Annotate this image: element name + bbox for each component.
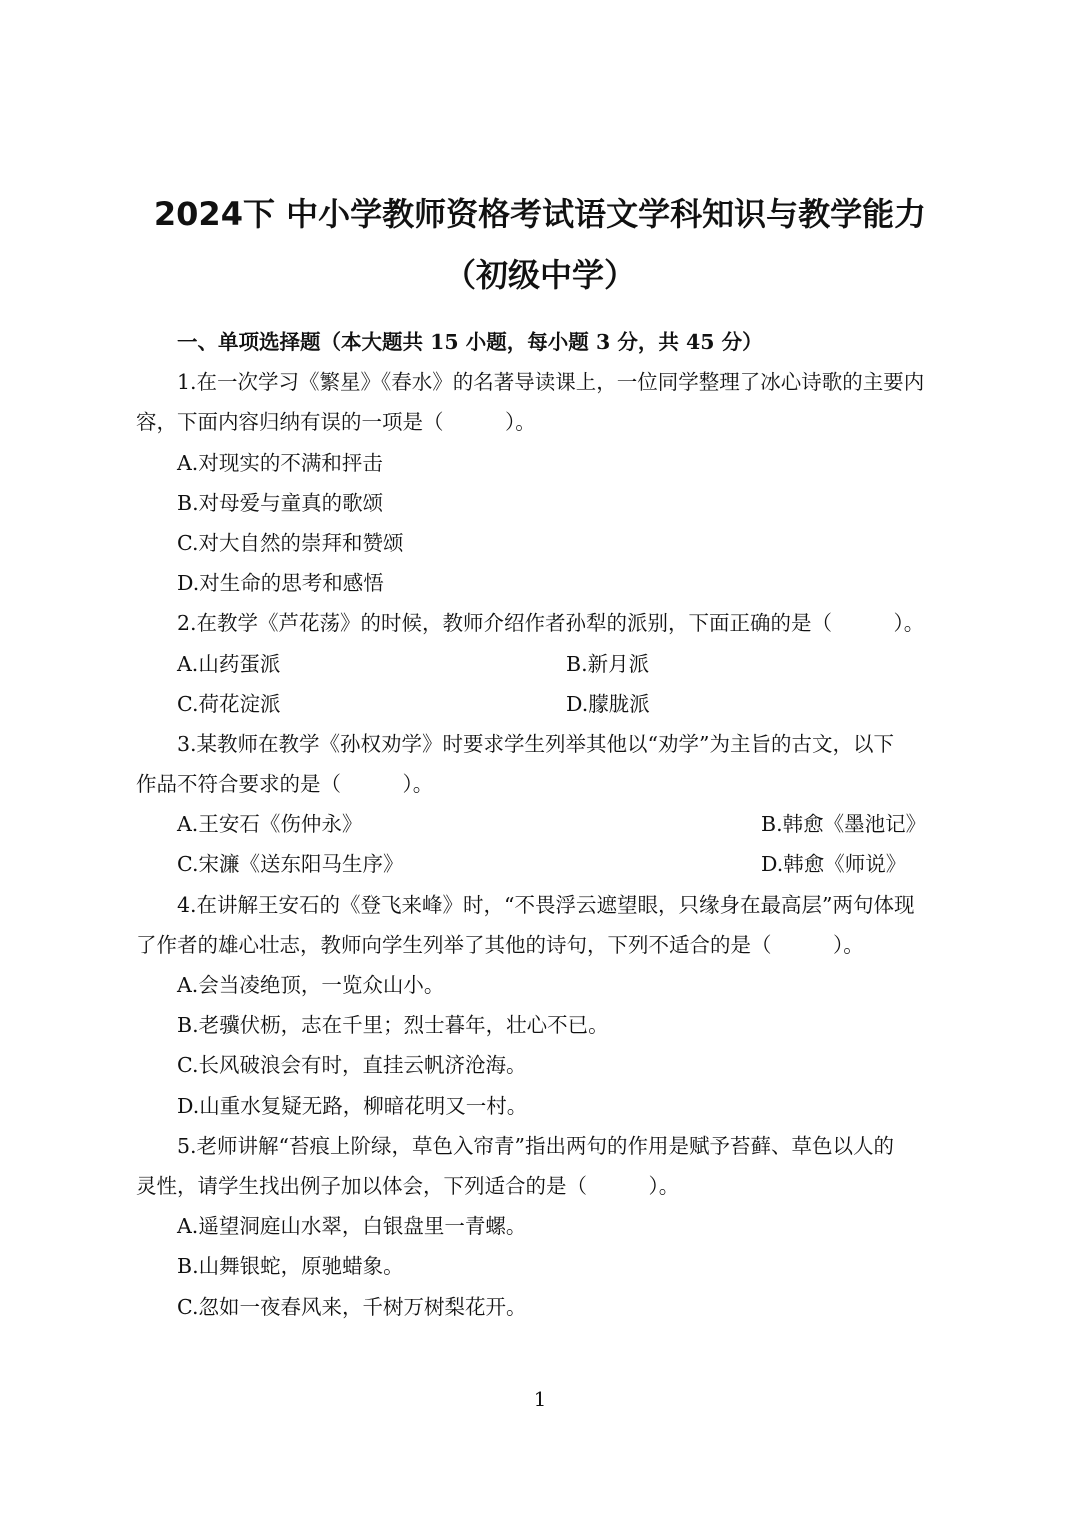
option-d: D.韩愈《师说》 bbox=[761, 852, 907, 877]
question-4 bbox=[136, 885, 948, 1126]
question-stem: 4.在讲解王安石的《登飞来峰》时，“不畏浮云遮望眼，只缘身在最高层”两句体现 bbox=[177, 892, 915, 917]
option-d: D.朦胧派 bbox=[566, 691, 650, 716]
option-c: C.长风破浪会有时，直挂云帆济沧海。 bbox=[177, 1053, 527, 1078]
option-b: B.新月派 bbox=[566, 651, 650, 676]
option-b: B.老骥伏枥，志在千里；烈士暮年，壮心不已。 bbox=[177, 1013, 609, 1038]
option-c: C.荷花淀派 bbox=[177, 691, 281, 716]
option-row bbox=[136, 804, 948, 844]
question-stem: 3.某教师在教学《孙权劝学》时要求学生列举其他以“劝学”为主旨的古文，以下 bbox=[177, 731, 895, 756]
question-3 bbox=[136, 724, 948, 885]
page-subtitle: （初级中学） bbox=[443, 256, 636, 294]
option-row bbox=[136, 684, 948, 724]
question-stem: 容，下面内容归纳有误的一项是（ ）。 bbox=[136, 410, 536, 435]
option-a: A.遥望洞庭山水翠，白银盘里一青螺。 bbox=[177, 1214, 527, 1239]
option-c: C.忽如一夜春风来，千树万树梨花开。 bbox=[177, 1294, 527, 1319]
question-stem: 作品不符合要求的是（ ）。 bbox=[136, 772, 434, 797]
option-c: C.宋濂《送东阳马生序》 bbox=[177, 852, 404, 877]
option-row bbox=[136, 644, 948, 684]
option-c: C.对大自然的崇拜和赞颂 bbox=[177, 530, 404, 555]
option-b: B.山舞银蛇，原驰蜡象。 bbox=[177, 1254, 404, 1279]
option-a: A.会当凌绝顶，一览众山小。 bbox=[177, 973, 445, 997]
page-number: 1 bbox=[533, 1387, 547, 1411]
page-title: 2024下 中小学教师资格考试语文学科知识与教学能力 bbox=[153, 195, 927, 233]
question-stem: 5.老师讲解“苔痕上阶绿，草色入帘青”指出两句的作用是赋予苔藓、草色以人的 bbox=[177, 1133, 895, 1158]
question-1 bbox=[136, 362, 948, 603]
option-d: D.山重水复疑无路，柳暗花明又一村。 bbox=[177, 1093, 528, 1118]
option-d: D.对生命的思考和感悟 bbox=[177, 571, 384, 596]
question-5 bbox=[136, 1126, 948, 1327]
question-stem: 2.在教学《芦花荡》的时候，教师介绍作者孙犁的派别，下面正确的是（ ）。 bbox=[177, 611, 925, 636]
option-a: A.对现实的不满和抨击 bbox=[177, 450, 383, 475]
option-a: A.山药蛋派 bbox=[177, 651, 281, 676]
option-b: B.对母爱与童真的歌颂 bbox=[177, 490, 384, 515]
question-stem: 了作者的雄心壮志，教师向学生列举了其他的诗句，下列不适合的是（ ）。 bbox=[136, 932, 864, 957]
option-a: A.王安石《伤仲永》 bbox=[177, 812, 363, 837]
exam-content bbox=[136, 322, 948, 1327]
question-stem: 灵性，请学生找出例子加以体会，下列适合的是（ ）。 bbox=[136, 1173, 680, 1198]
section-heading: 一、单项选择题（本大题共 15 小题，每小题 3 分，共 45 分） bbox=[177, 330, 763, 354]
question-2 bbox=[136, 603, 948, 724]
option-b: B.韩愈《墨池记》 bbox=[761, 812, 927, 837]
option-row bbox=[136, 844, 948, 884]
question-stem: 1.在一次学习《繁星》《春水》的名著导读课上，一位同学整理了冰心诗歌的主要内 bbox=[177, 370, 925, 395]
